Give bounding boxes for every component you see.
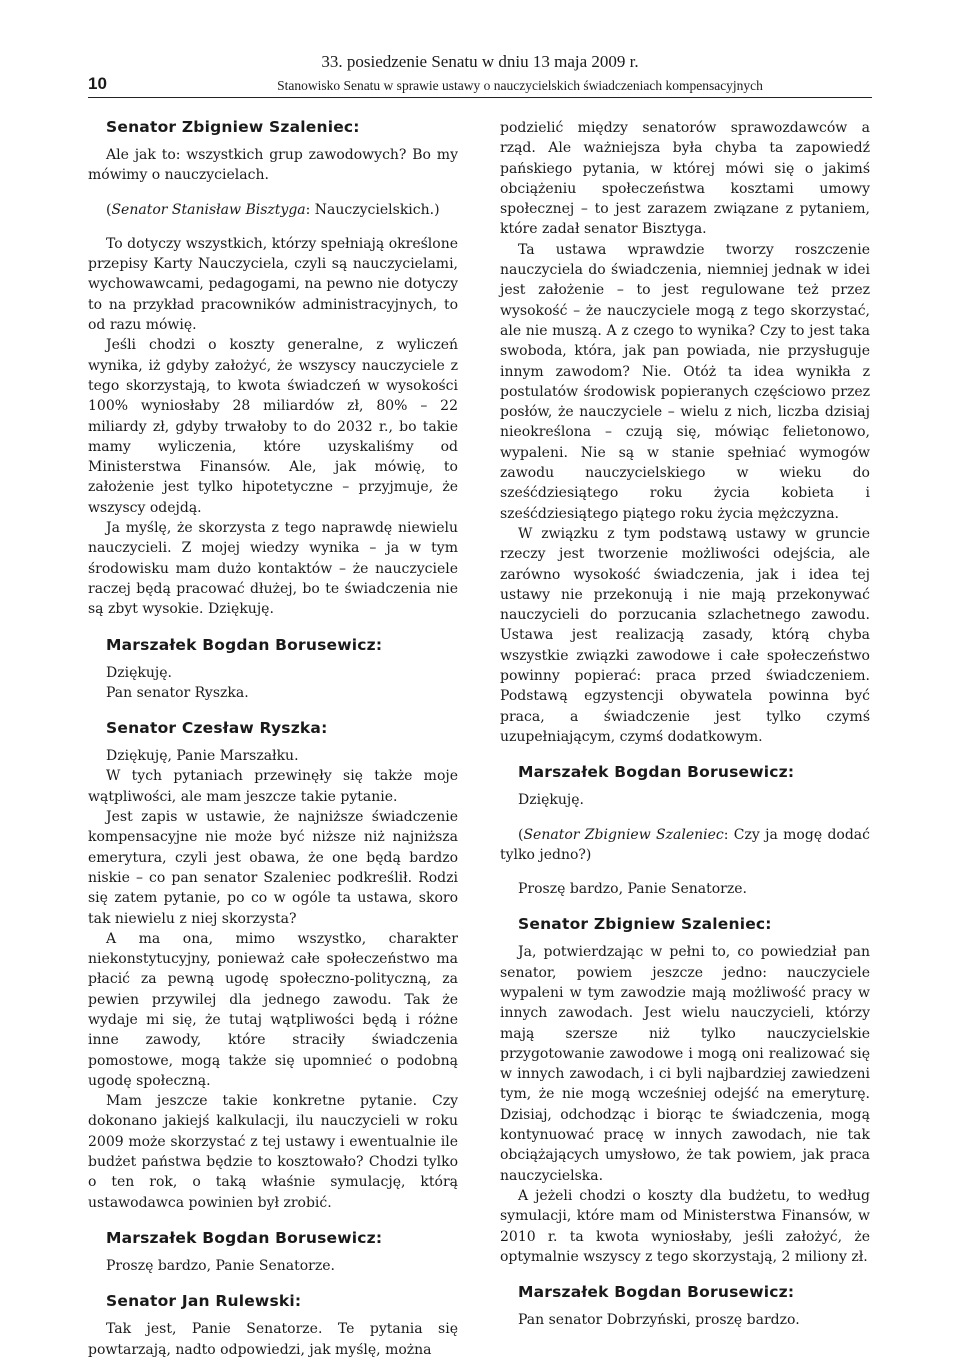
speech-paragraph: Proszę bardzo, Panie Senatorze. <box>518 881 747 898</box>
speech-paragraph: Ja myślę, że skorzysta z tego naprawdę niewielu nauczycieli. Z mojej wiedzy wynika – ja w tym środowisku mam dużo kontaktów – że nauczyciele raczej będą pracować dłużej, bo te świadczenia nie są zbyt wysokie. Dziękuję. <box>88 520 458 618</box>
speech-paragraph: A jeżeli chodzi o koszty dla budżetu, to według symulacji, które mam od Ministerstwa Finansów, w 2010 r. ta kwota wyniosłaby, jeśli założyć, że optymalnie wszyscy z tego skorzystają, 2 miliony zł. <box>500 1187 870 1265</box>
page-header <box>0 0 960 100</box>
speech-paragraph: Jest zapis w ustawie, że najniższe świadczenie kompensacyjne nie może być niższe niż najniższa emerytura, czyli jest obawa, że one będą bardzo niskie – co pan senator Szaleniec podkreślił. Rodzi się zatem pytanie, po co w ogóle ta ustawa, skoro tak niewielu z niej skorzysta? <box>88 809 458 927</box>
speech-paragraph: W tych pytaniach przewinęły się także moje wątpliwości, ale mam jeszcze takie pytanie. <box>88 768 458 805</box>
speaker-heading: Marszałek Bogdan Borusewicz: <box>518 763 795 782</box>
speaker-heading: Marszałek Bogdan Borusewicz: <box>518 1283 795 1302</box>
speech-paragraph: Proszę bardzo, Panie Senatorze. <box>106 1257 335 1274</box>
left-column <box>88 118 458 1360</box>
header-subtitle: Stanowisko Senatu w sprawie ustawy o nauczycielskich świadczeniach kompensacyjnych <box>277 78 763 93</box>
speech-paragraph: Ja, potwierdzając w pełni to, co powiedział pan senator, powiem jeszcze jedno: nauczyciele wypaleni w tym zawodzie mają możliwość pracy w innych zawodach. Jest wielu nauczycieli, którzy mają szersze niż tylko nauczycielskie przygotowanie zawodowe i mogą oni realizować się w innych zawodach, i ci byli najbardziej zawiedzeni tym, że nie mogą wcześniej odejść na emeryturę. Dzisiaj, odchodząc i biorąc te świadczenia, mogą kontynuować pracę w innych zawodach, nie tak obciążających umysłowo, że tak powiem, jak praca nauczycielska. <box>500 944 870 1184</box>
interjection-speaker: Senator Stanisław Bisztyga <box>111 201 306 218</box>
interjection-text: : Nauczycielskich. <box>305 201 435 218</box>
page-number: 10 <box>88 74 107 93</box>
speaker-heading: Marszałek Bogdan Borusewicz: <box>106 1228 383 1247</box>
speech-paragraph: A ma ona, mimo wszystko, charakter niekonstytucyjny, ponieważ całe społeczeństwo ma płacić za pewną ugodę społeczno-polityczną, za pewien przywilej dla jednego zawodu. Tak że wydaje mi się, że tutaj wątpliwości będą i różne inne zawody, które straciły świadczenia pomostowe, mogą także się upomnieć o podobną ugodę społeczną. <box>88 930 458 1089</box>
speech-paragraph: Pan senator Ryszka. <box>106 684 249 701</box>
speech-paragraph: Tak jest, Panie Senatorze. Te pytania się powtarzają, nadto odpowiedzi, jak myślę, można <box>88 1321 458 1358</box>
speech-paragraph: Pan senator Dobrzyński, proszę bardzo. <box>518 1312 800 1329</box>
header-rule <box>88 97 872 98</box>
interjection-text: : Czy ja mogę dodać tylko jedno? <box>500 826 870 863</box>
speaker-heading: Marszałek Bogdan Borusewicz: <box>106 635 383 654</box>
speech-paragraph: podzielić między senatorów sprawozdawców a rząd. Ale ważniejsza była chyba ta zapowiedź pańskiego pytania, w której mówi się o jakimś obciążeniu społeczeństwa kosztami umowy społecznej – to jest zarazem związane z pytaniem, które zadał senator Bisztyga. <box>500 120 870 238</box>
interjection-speaker: Senator Zbigniew Szaleniec <box>523 826 724 843</box>
speech-paragraph: Jeśli chodzi o koszty generalne, z wyliczeń wynika, iż gdyby założyć, że wszyscy nauczyciele z tego skorzystają, to kwota świadczeń w wysokości 100% wyniosłaby 28 miliardów zł, 80% – 22 miliardy zł, gdyby trwałoby to do 2032 r., bo takie mamy wyliczenia, które uzyskaliśmy od Ministerstwa Finansów. Ale, jak mówię, to założenie jest tylko hipotetyczne – przyjmuje, że wszyscy odejdą. <box>88 337 458 516</box>
speech-paragraph: To dotyczy wszystkich, którzy spełniają określone przepisy Karty Nauczyciela, czyli są nauczycielami, wychowawcami, pedagogami, na pewno nie dotyczy to na przykład pracowników administracyjnych, to od razu mówię. <box>88 235 458 334</box>
interjection: (Senator Stanisław Bisztyga: Nauczycielskich.) <box>106 201 440 218</box>
speaker-heading: Senator Zbigniew Szaleniec: <box>518 915 772 934</box>
speech-paragraph: Mam jeszcze takie konkretne pytanie. Czy dokonano jakiejś kalkulacji, ilu nauczycieli w roku 2009 może skorzystać z tej ustawy i ewentualnie ile budżet państwa będzie to kosztowało? Chodzi tylko o ten rok, o taką właśnie symulację, którą ustawodawca powinien był zrobić. <box>88 1093 458 1211</box>
speaker-heading: Senator Jan Rulewski: <box>106 1292 302 1311</box>
header-title: 33. posiedzenie Senatu w dniu 13 maja 2009 r. <box>321 52 639 71</box>
speech-paragraph: Ale jak to: wszystkich grup zawodowych? Bo my mówimy o nauczycielach. <box>88 147 458 184</box>
speaker-heading: Senator Zbigniew Szaleniec: <box>106 118 360 136</box>
speech-paragraph: Ta ustawa wprawdzie tworzy roszczenie nauczyciela do świadczenia, niemniej jednak w idei jest założenie – to jest regulowane też przez wysokość – że nauczyciele mogą z tego skorzystać, ale nie muszą. A z czego to wynika? Czy to jest taka swoboda, która, jak pan powiada, nie przysługuje innym zawodom? Nie. Otóż ta idea wynikła z postulatów środowisk popieranych częściowo przez posłów, że nauczyciele – wielu z nich, liczba dzisiaj nieokreślona – czują się, mówiąc felietonowo, wypaleni. Nie są w stanie spełniać wymogów zawodu nauczycielskiego w wieku do sześćdziesiątego roku życia kobieta i sześćdziesiątego piątego roku życia mężczyzna. <box>500 241 870 522</box>
interjection: (Senator Zbigniew Szaleniec: Czy ja mogę dodać tylko jedno?) <box>500 826 870 863</box>
speech-paragraph: W związku z tym podstawą ustawy w gruncie rzeczy jest tworzenie możliwości odejścia, ale zarówno wysokość świadczenia, jak i idea tej ustawy nie przekonują i nie mają przekonywać nauczycieli do porzucania szlachetnego zawodu. Ustawa jest realizacją zasady, którą chyba wszystkie związki zawodowe i całe społeczeństwo powinny popierać: praca przed świadczeniem. Podstawą egzystencji obywatela powinna być praca, a świadczenie jest tylko czymś uzupełniającym, czymś dodatkowym. <box>500 525 870 745</box>
speech-paragraph: Dziękuję. <box>518 792 584 809</box>
speech-paragraph: Dziękuję, Panie Marszałku. <box>106 748 299 765</box>
speech-paragraph: Dziękuję. <box>106 664 172 681</box>
speaker-heading: Senator Czesław Ryszka: <box>106 719 328 738</box>
right-column <box>500 118 870 1330</box>
